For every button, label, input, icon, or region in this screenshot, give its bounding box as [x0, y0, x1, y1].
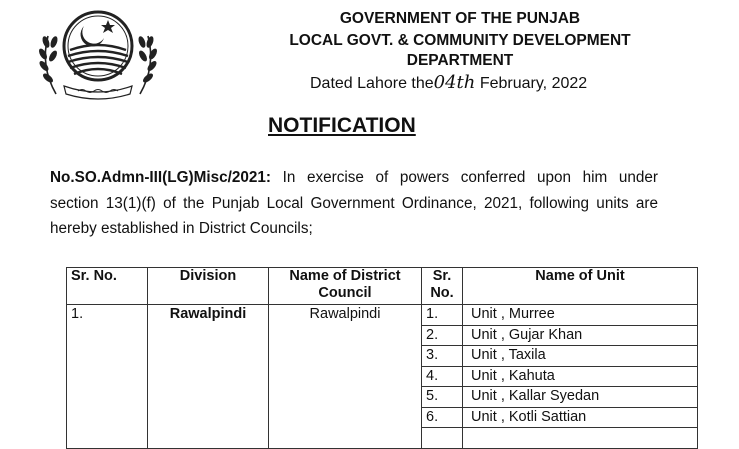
units-table	[66, 267, 698, 449]
col-division: Division	[148, 268, 269, 305]
dated-line	[310, 72, 587, 93]
cell-unit-no: 3.	[422, 346, 463, 367]
cell-sr-no: 1.	[67, 305, 148, 449]
cell-unit-no	[422, 428, 463, 449]
cell-unit-name: Unit , Kotli Sattian	[463, 407, 698, 428]
cell-unit-no: 1.	[422, 305, 463, 326]
cell-division: Rawalpindi	[148, 305, 269, 449]
cell-unit-name: Unit , Taxila	[463, 346, 698, 367]
reference-number: No.SO.Admn-III(LG)Misc/2021:	[50, 169, 271, 186]
cell-unit-no: 5.	[422, 387, 463, 408]
body-text-1: In exercise of powers conferred upon him under	[270, 169, 658, 186]
cell-unit-no: 4.	[422, 366, 463, 387]
cell-unit-name	[463, 428, 698, 449]
cell-unit-no: 2.	[422, 325, 463, 346]
col-unit-sr-no: Sr. No.	[422, 268, 463, 305]
col-unit-name: Name of Unit	[463, 268, 698, 305]
cell-unit-name: Unit , Kahuta	[463, 366, 698, 387]
cell-unit-name: Unit , Murree	[463, 305, 698, 326]
dated-prefix: Dated Lahore the	[310, 75, 434, 92]
notification-body	[50, 165, 658, 242]
cell-district: Rawalpindi	[269, 305, 422, 449]
col-district-council: Name of District Council	[269, 268, 422, 305]
body-line-2: section 13(1)(f) of the Punjab Local Government Ordinance, 2021, following units are	[50, 194, 658, 212]
dated-suffix: February, 2022	[479, 75, 588, 92]
col-sr-no: Sr. No.	[67, 268, 148, 305]
cell-unit-no: 6.	[422, 407, 463, 428]
header-line-1: GOVERNMENT OF THE PUNJAB	[339, 10, 581, 27]
header-line-3: DEPARTMENT	[406, 52, 514, 69]
cell-unit-name: Unit , Gujar Khan	[463, 325, 698, 346]
table-row	[67, 305, 698, 326]
dated-day: 04th	[433, 72, 476, 93]
header-line-2: LOCAL GOVT. & COMMUNITY DEVELOPMENT	[289, 32, 631, 49]
table-header-row	[67, 268, 698, 305]
page-title: NOTIFICATION	[268, 114, 416, 137]
punjab-government-emblem-icon	[34, 6, 162, 100]
body-line-3: hereby established in District Councils;	[50, 220, 313, 237]
cell-unit-name: Unit , Kallar Syedan	[463, 387, 698, 408]
body-line-1	[50, 165, 658, 191]
